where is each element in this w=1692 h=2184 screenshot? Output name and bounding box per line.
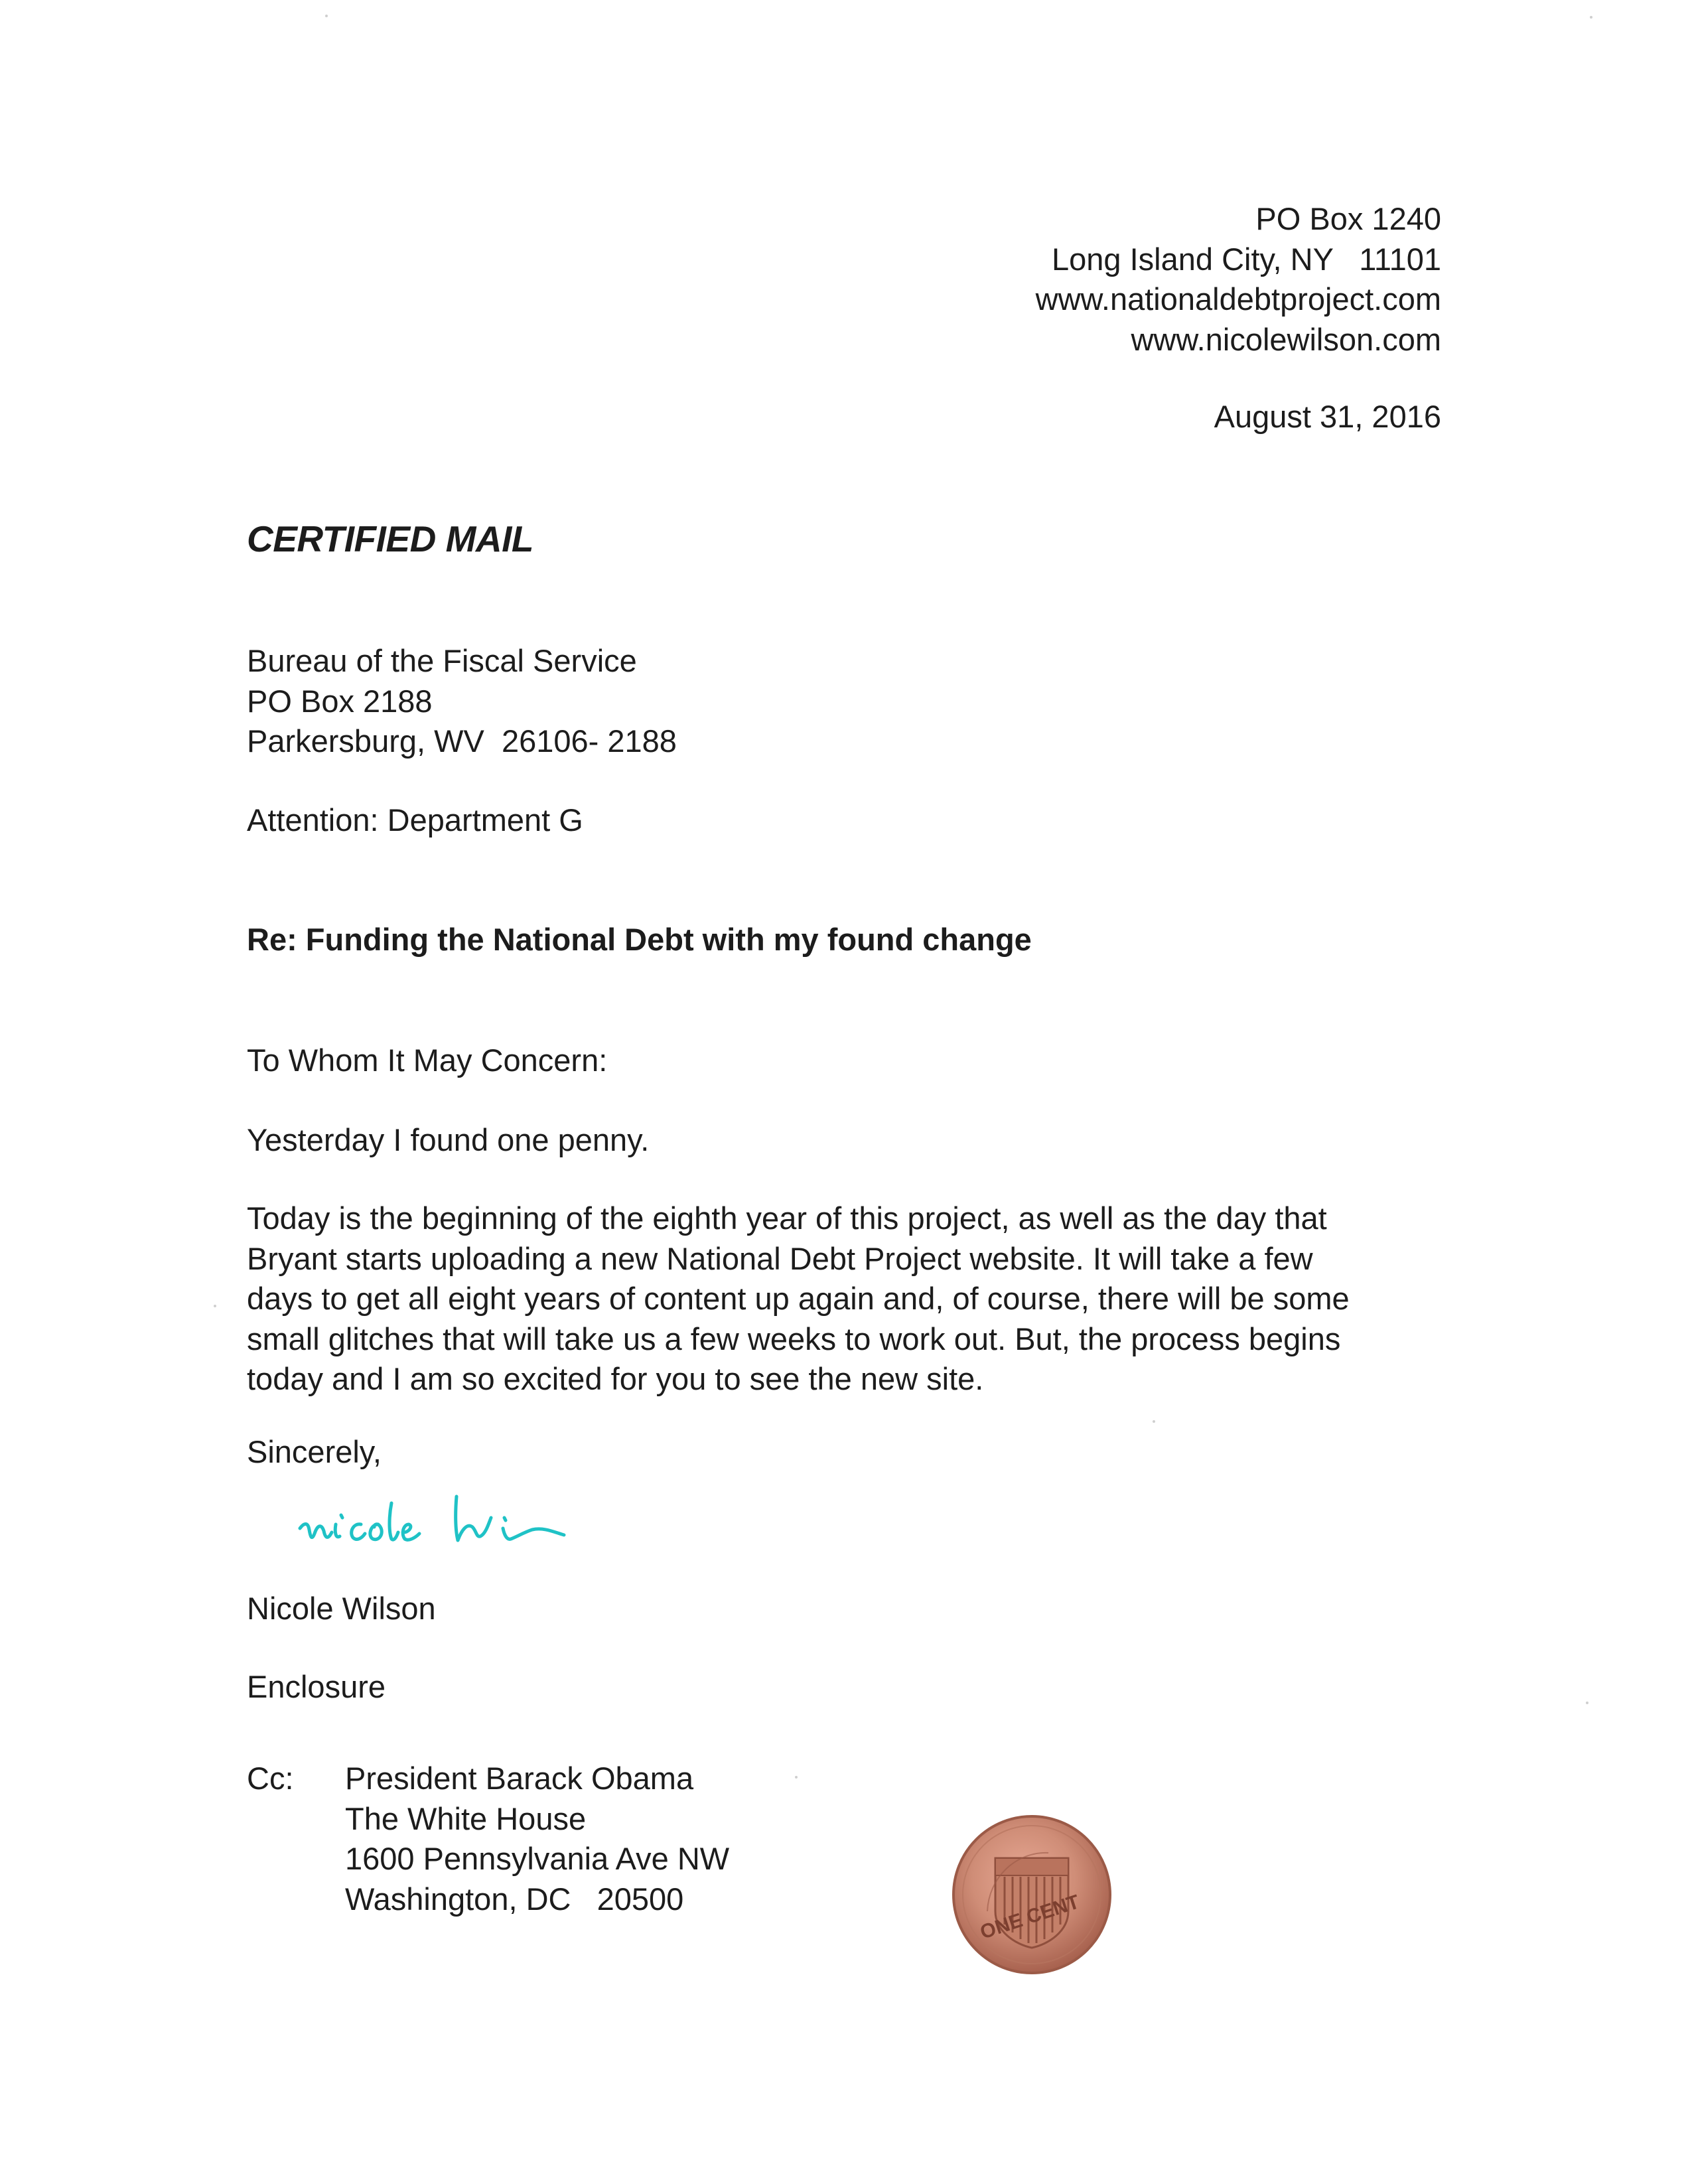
sender-address [1036, 199, 1441, 360]
cc-label: Cc: [247, 1761, 294, 1796]
cc-line: 1600 Pennsylvania Ave NW [345, 1841, 730, 1876]
salutation: To Whom It May Concern: [247, 1043, 608, 1078]
subject-line: Re: Funding the National Debt with my found change [247, 922, 1032, 957]
sender-address-line2: Long Island City, NY 11101 [1052, 241, 1441, 277]
body-paragraph-2-line: Bryant starts uploading a new National Debt Project website. It will take a few [247, 1240, 1313, 1276]
closing: Sincerely, [247, 1434, 382, 1469]
sender-address-line1: PO Box 1240 [1255, 201, 1441, 236]
scan-speck [1590, 16, 1592, 19]
scan-speck [795, 1776, 798, 1779]
sender-website-1: www.nationaldebtproject.com [1035, 281, 1441, 317]
delivery-method: CERTIFIED MAIL [247, 518, 533, 559]
recipient-name: Bureau of the Fiscal Service [247, 643, 637, 678]
scan-speck [214, 1305, 216, 1307]
body-paragraph-1: Yesterday I found one penny. [247, 1122, 650, 1157]
recipient-address-line2: Parkersburg, WV 26106- 2188 [247, 723, 677, 759]
enclosure-note: Enclosure [247, 1669, 386, 1704]
handwritten-signature [292, 1477, 637, 1576]
letter-date: August 31, 2016 [1214, 399, 1441, 434]
scan-speck [1153, 1420, 1155, 1423]
cc-line: President Barack Obama [345, 1761, 694, 1796]
penny-coin-photo [949, 1812, 1115, 1978]
sender-website-2: www.nicolewilson.com [1131, 321, 1441, 357]
signer-name: Nicole Wilson [247, 1591, 436, 1626]
body-paragraph-2-line: today and I am so excited for you to see the new site. [247, 1361, 984, 1396]
cc-line: The White House [345, 1800, 587, 1836]
body-paragraph-2-line: Today is the beginning of the eighth year of this project, as well as the day that [247, 1201, 1327, 1236]
penny-inscription: ONE CENT [977, 1891, 1082, 1944]
scan-speck [1586, 1702, 1588, 1704]
scan-speck [325, 15, 328, 17]
body-paragraph-2 [247, 1199, 1454, 1400]
recipient-address [247, 641, 677, 762]
body-paragraph-2-line: days to get all eight years of content up again and, of course, there will be some [247, 1281, 1350, 1316]
recipient-address-line1: PO Box 2188 [247, 683, 433, 719]
cc-recipient [345, 1759, 729, 1919]
attention-line: Attention: Department G [247, 802, 583, 837]
body-paragraph-2-line: small glitches that will take us a few weeks to work out. But, the process begins [247, 1321, 1341, 1356]
cc-line: Washington, DC 20500 [345, 1881, 684, 1917]
